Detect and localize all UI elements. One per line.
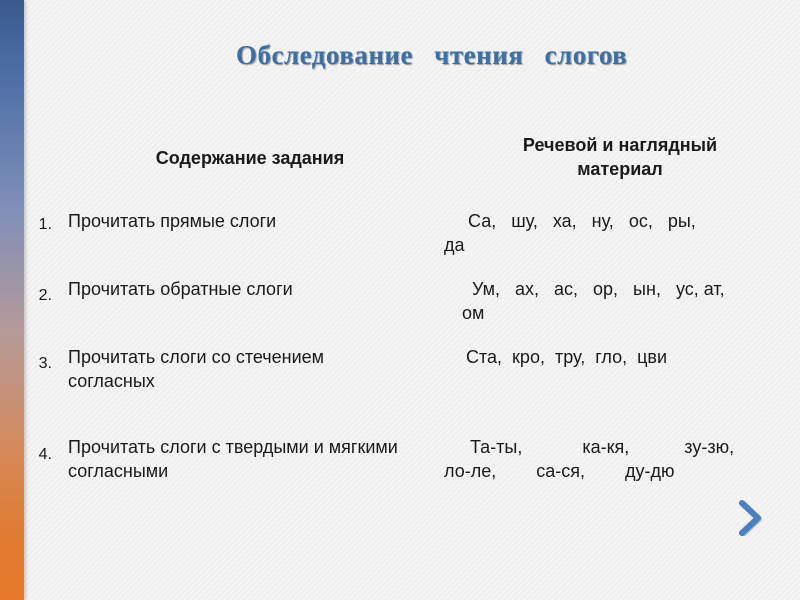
side-accent-bar — [0, 0, 24, 600]
row-4-material-line2: ло-ле, са-ся, ду-дю — [444, 461, 675, 481]
row-2-material-line1: Ум, ах, ас, ор, ын, ус, ат, — [472, 279, 725, 299]
row-1-material — [444, 209, 784, 257]
row-1-material-line1: Са, шу, ха, ну, ос, ры, — [468, 211, 696, 231]
row-3-number: 3. — [38, 355, 52, 372]
row-3-material — [444, 345, 784, 369]
row-3-task: Прочитать слоги со стечением согласных — [68, 347, 325, 391]
header-material: Речевой и наглядный материал — [522, 135, 718, 179]
row-4-material — [444, 435, 784, 483]
row-2-task: Прочитать обратные слоги — [68, 279, 293, 299]
row-1-material-line2: да — [444, 235, 465, 255]
row-2-material — [444, 277, 784, 325]
row-4-task: Прочитать слоги с твердыми и мягкими согласными — [68, 437, 398, 481]
chevron-right-icon[interactable] — [738, 500, 764, 536]
header-task: Содержание задания — [155, 148, 345, 168]
slide-title: Обследование чтения слогов — [236, 40, 628, 70]
row-1-task: Прочитать прямые слоги — [68, 211, 277, 231]
row-2-number: 2. — [38, 287, 52, 304]
row-3-material-line1: Ста, кро, тру, гло, цви — [466, 347, 668, 367]
row-4-number: 4. — [38, 446, 52, 463]
row-1-number: 1. — [38, 216, 52, 233]
row-2-material-line2: ом — [462, 303, 485, 323]
row-4-material-line1: Та-ты, ка-кя, зу-зю, — [470, 437, 735, 457]
